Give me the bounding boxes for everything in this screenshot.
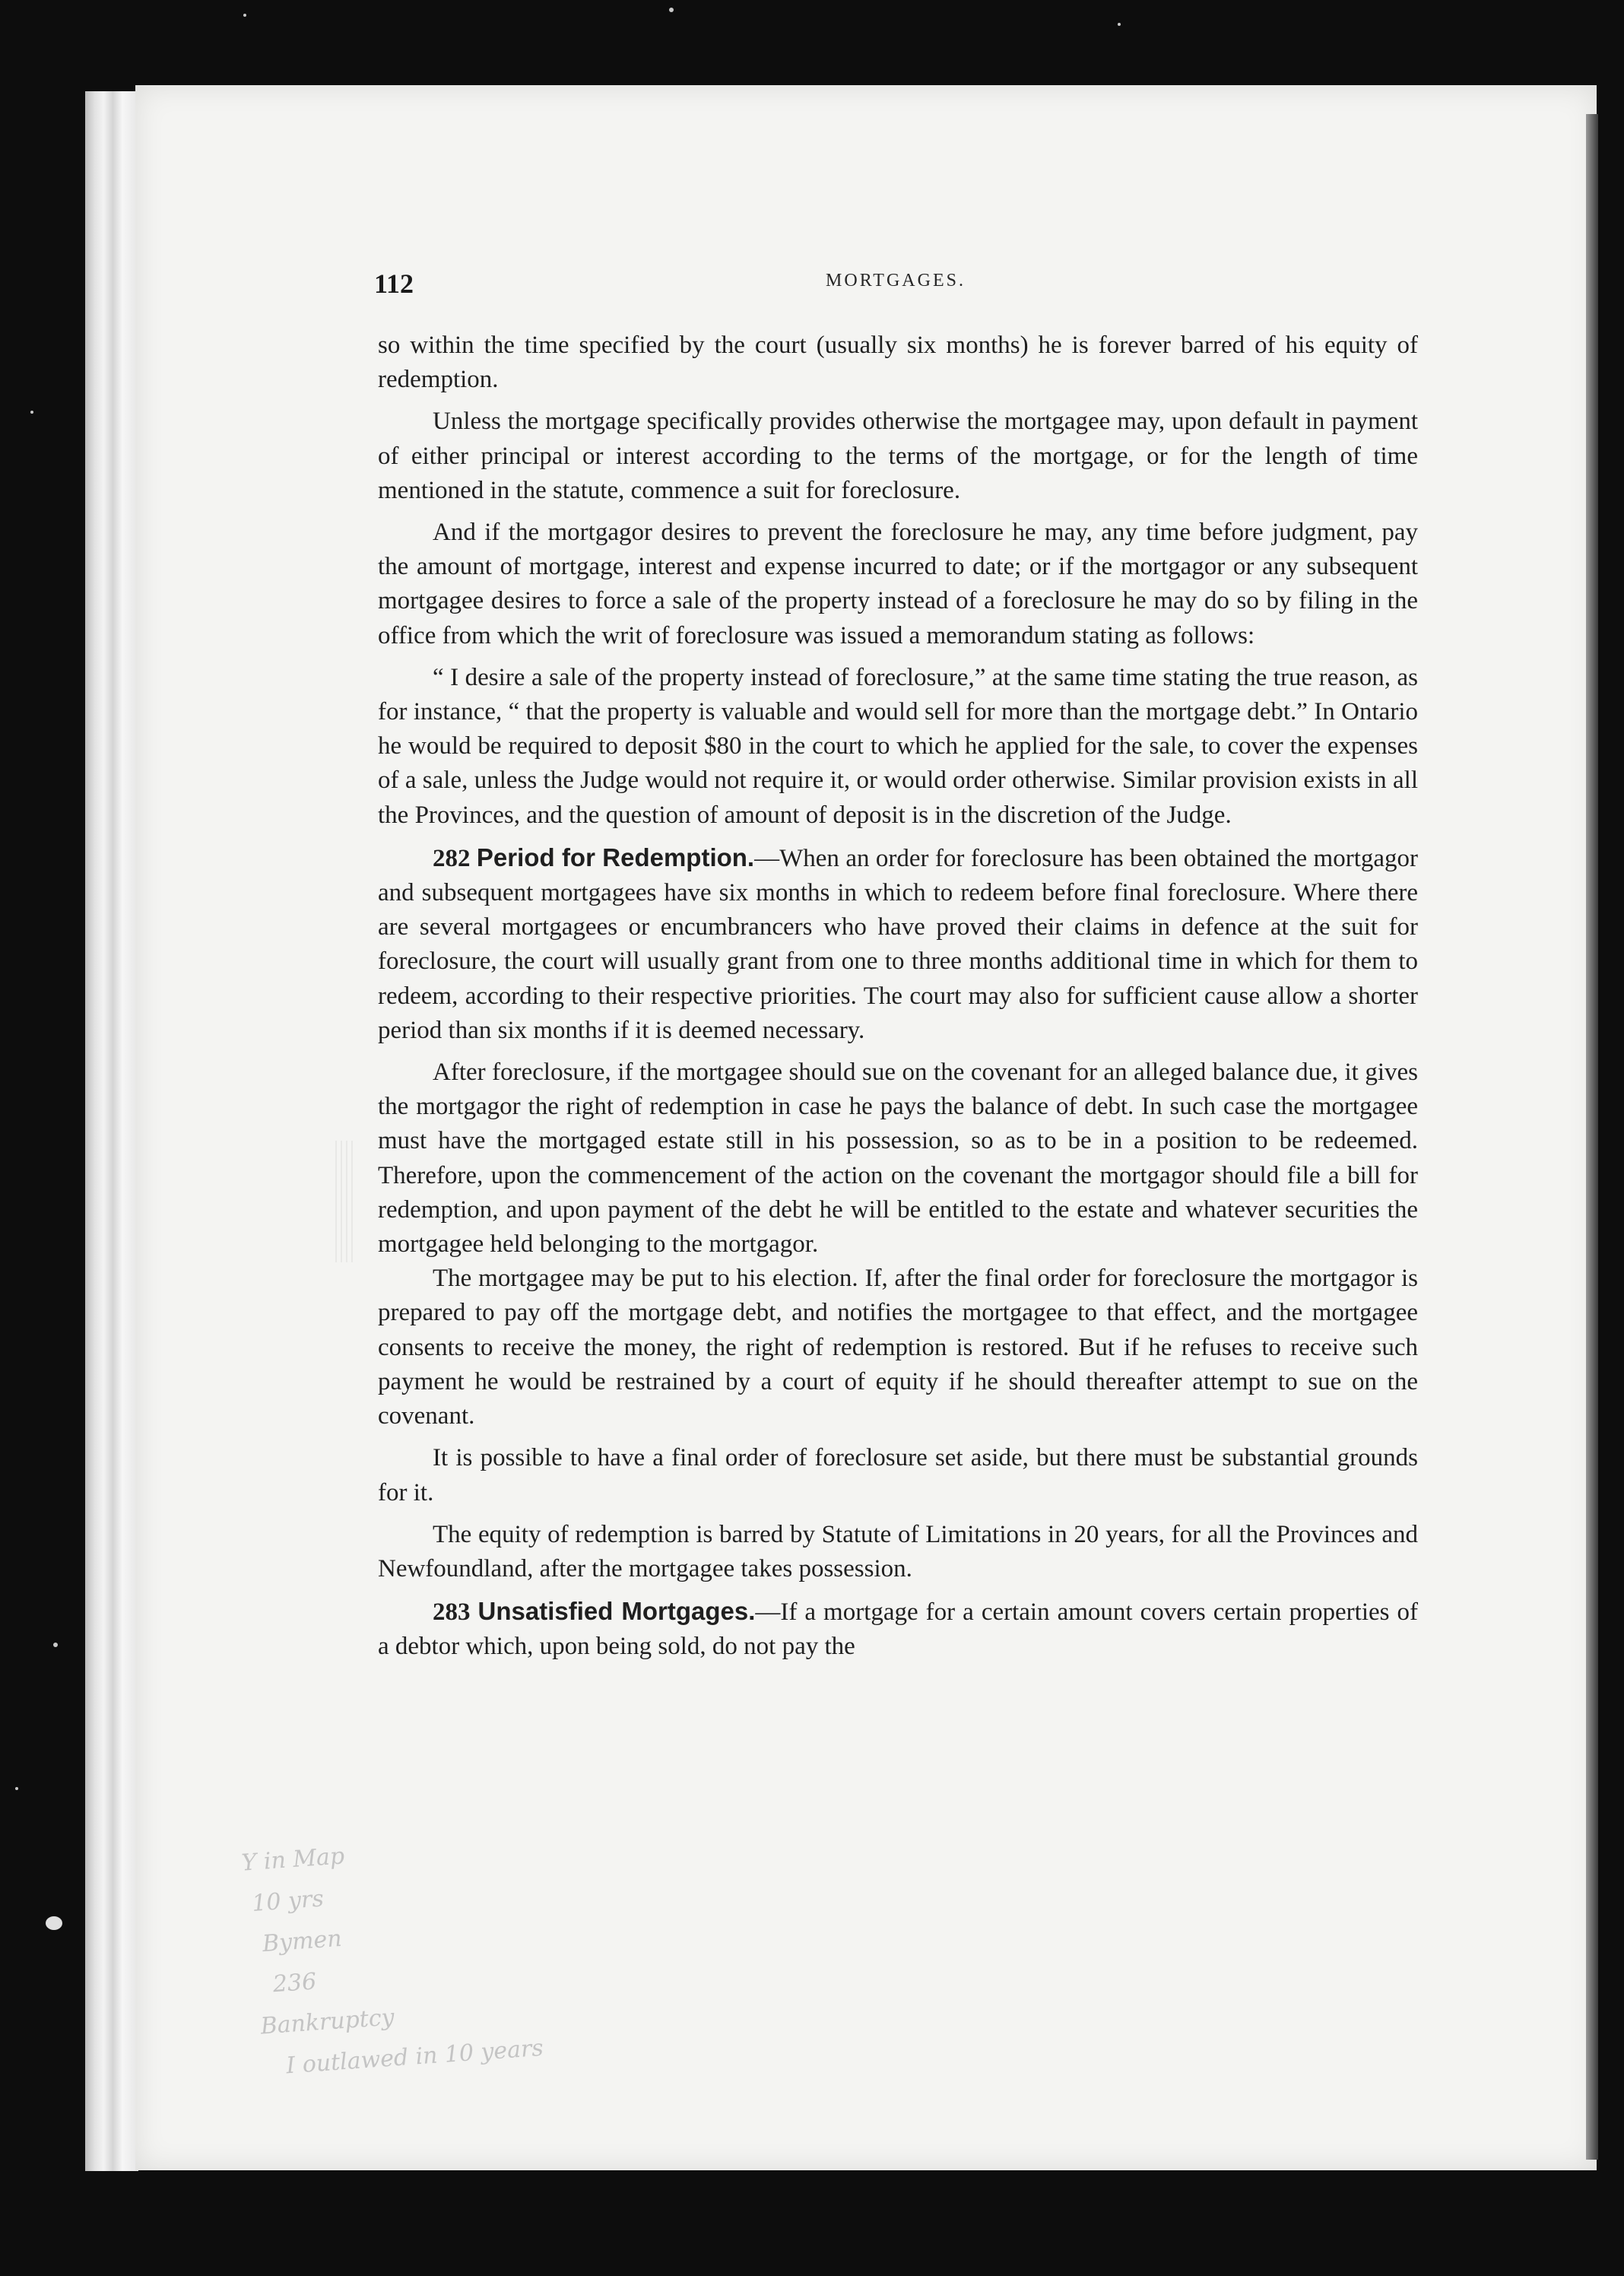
- faint-show-through-mark: [331, 1141, 354, 1262]
- running-title: MORTGAGES.: [826, 271, 966, 290]
- paragraph-sale-memorandum: “ I desire a sale of the property instead of foreclosure,” at the same time stating the true reason, as for instance, “ that the property is valuable and would sell for more than the mortgage debt.” In Ontario he would be required to deposit $80 in the court to which he applied for the sale, to cover the expenses of a sale, unless the Judge would not require it, or would order otherwise. Similar provision exists in all the Provinces, and the question of amount of deposit is in the discretion of the Judge.: [378, 663, 1418, 829]
- page-number: 112: [374, 268, 414, 299]
- section-282-text: —When an order for foreclosure has been obtained the mortgagor and subsequent mortgagees have six months in which to redeem before final foreclosure. Where there are several mortgagees or encumbrancers who have proved their claims in defence at the suit for foreclosure, the court will usually grant from one to three months additional time in which for them to redeem, according to their respective priorities. The court may also for sufficient cause allow a shorter period than six months if it is deemed necessary.: [378, 844, 1419, 1044]
- book-page-edge: [1586, 114, 1598, 2160]
- background-speck: [30, 411, 33, 414]
- marginalia-line: I outlawed in 10 years: [285, 2034, 544, 2080]
- marginalia-line: Bymen: [261, 1925, 343, 1958]
- paragraph-set-aside: It is possible to have a final order of foreclosure set aside, but there must be substantial grounds for it.: [378, 1444, 1418, 1506]
- section-283: [378, 1594, 1418, 1664]
- marginalia-line: 10 yrs: [251, 1885, 325, 1917]
- background-speck: [53, 1643, 58, 1647]
- section-283-title: Unsatisfied Mortgages.: [477, 1597, 756, 1626]
- background-speck: [1118, 23, 1121, 26]
- paragraph-continuation: so within the time specified by the court (usually six months) he is forever barred of his equity of redemption.: [378, 332, 1418, 394]
- section-282: [378, 840, 1418, 1048]
- marginalia-line: Y in Map: [240, 1843, 346, 1877]
- background-speck: [46, 1916, 62, 1930]
- paragraph-default-suit: Unless the mortgage specifically provides otherwise the mortgagee may, upon default in payment of either principal or interest according to the terms of the mortgage, or for the length of time mentioned in the statute, commence a suit for foreclosure.: [378, 408, 1418, 504]
- section-282-title: Period for Redemption.: [476, 843, 755, 871]
- paragraph-prevent-foreclosure: And if the mortgagor desires to prevent the foreclosure he may, any time before judgment, pay the amount of mortgage, interest and expense incurred to date; or if the mortgagor or any subsequent mortgagee desires to force a sale of the property instead of a foreclosure he may do so by filing in the office from which the writ of foreclosure was issued a memorandum stating as follows:: [378, 519, 1418, 649]
- background-speck: [669, 8, 674, 12]
- paragraph-after-foreclosure: After foreclosure, if the mortgagee should sue on the covenant for an alleged balance due, it gives the mortgagor the right of redemption in case he pays the balance of debt. In such case the mortgagee must have the mortgaged estate still in his possession, so as to be in a position to be redeemed. Therefore, upon the commencement of the action on the covenant the mortgagor should file a bill for redemption, and upon payment of the debt he will be entitled to the estate and whatever securities the mortgagee held belonging to the mortgagor.: [378, 1059, 1418, 1259]
- main-text: [378, 329, 1418, 1665]
- background-speck: [243, 14, 246, 17]
- running-head: [374, 268, 1417, 298]
- section-283-number: 283: [433, 1598, 471, 1627]
- marginalia-line: Bankruptcy: [259, 2004, 395, 2040]
- handwritten-marginalia: [233, 1819, 604, 2162]
- paragraph-statute-limitations: The equity of redemption is barred by Statute of Limitations in 20 years, for all the Provinces and Newfoundland, after the mortgagee takes possession.: [378, 1520, 1418, 1582]
- section-283-text: —If a mortgage for a certain amount covers certain properties of a debtor which, upon being sold, do not pay the: [378, 1598, 1418, 1661]
- marginalia-line: 236: [271, 1968, 318, 1998]
- section-282-number: 282: [433, 844, 471, 872]
- paragraph-election: The mortgagee may be put to his election. If, after the final order for foreclosure the mortgagor is prepared to pay off the mortgage debt, and notifies the mortgagee to that effect, and the mortgagee consents to receive the money, the right of redemption is restored. But if he refuses to receive such payment he would be restrained by a court of equity if he should thereafter attempt to sue on the covenant.: [378, 1265, 1418, 1430]
- background-speck: [15, 1787, 18, 1790]
- book-page-stack: [85, 91, 138, 2171]
